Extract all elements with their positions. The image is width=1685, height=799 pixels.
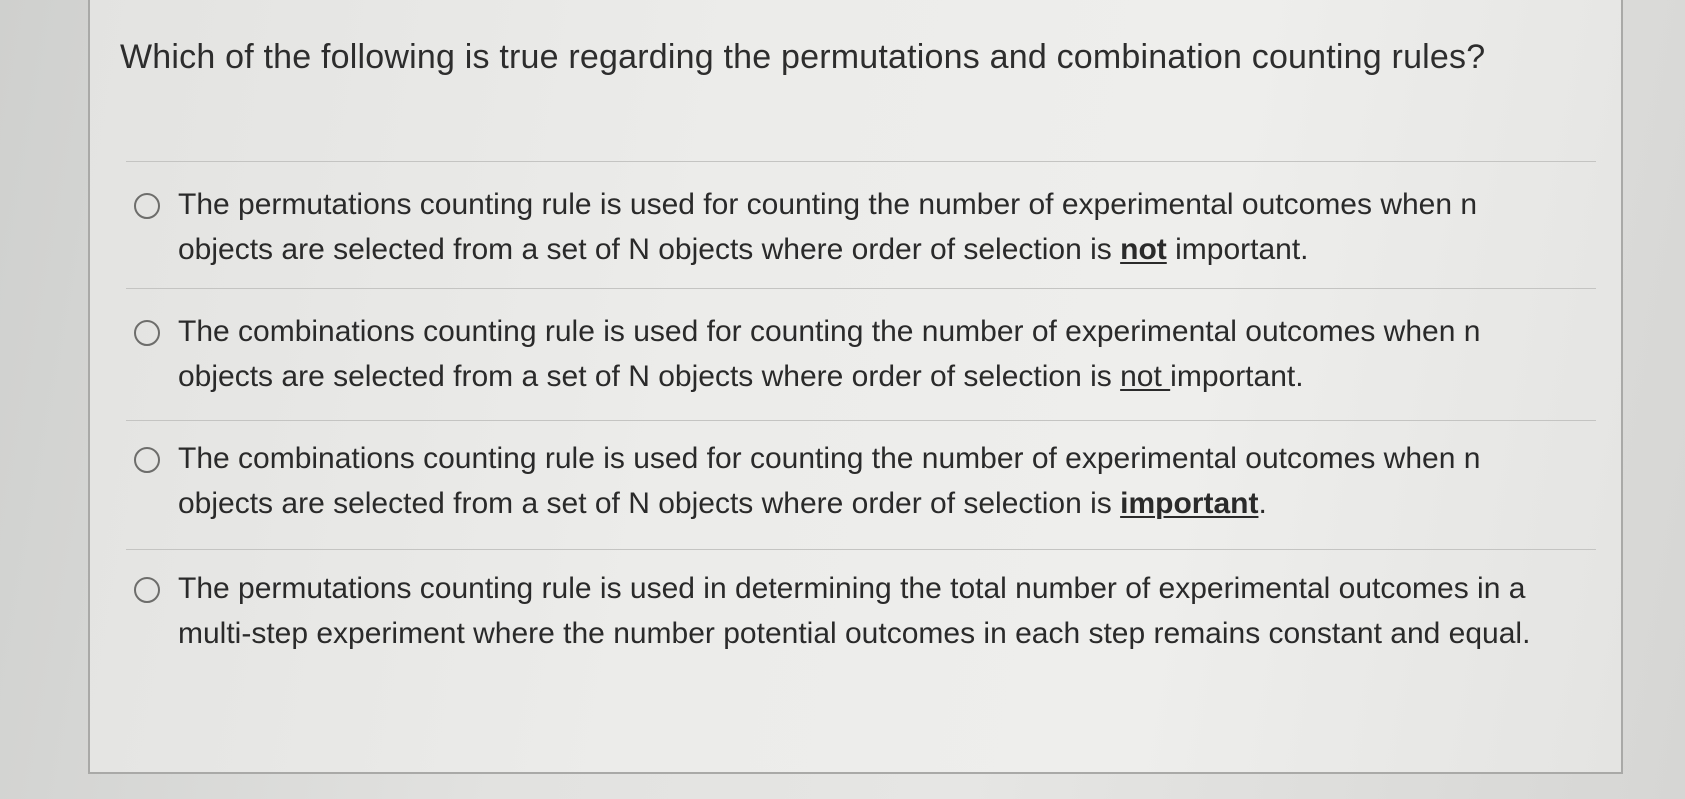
divider [126,161,1596,162]
answer-option-2-emphasis: not [1120,360,1171,393]
answer-option-2-text-b: important. [1170,360,1304,393]
divider [126,288,1596,289]
answer-option-1-text[interactable] [178,182,1574,272]
answer-option-2-text[interactable] [178,309,1574,399]
answer-option-3[interactable] [134,436,1574,526]
answer-option-2[interactable] [134,309,1574,399]
answer-option-3-text-b: . [1258,487,1267,520]
answer-option-1-text-b: important. [1166,233,1309,266]
divider [126,549,1596,550]
answer-option-2-text-a: The combinations counting rule is used for counting the number of experimental outcomes when n objects are selected from a set of N objects where order of selection is [178,315,1481,393]
question-text: Which of the following is true regarding the permutations and combination counting rules? [120,38,1486,76]
radio-button-1[interactable] [134,193,160,219]
answer-option-1-emphasis: not [1120,233,1167,266]
answer-option-4[interactable] [134,566,1574,656]
question-card [88,0,1623,774]
radio-button-4[interactable] [134,577,160,603]
divider [126,420,1596,421]
answer-option-3-text-a: The combinations counting rule is used for counting the number of experimental outcomes when n objects are selected from a set of N objects where order of selection is [178,442,1481,520]
answer-option-4-text-a: The permutations counting rule is used in determining the total number of experimental outcomes in a multi-step experiment where the number potential outcomes in each step remains constant and equal. [178,572,1531,650]
answer-option-3-emphasis: important [1120,487,1259,520]
answer-option-3-text[interactable] [178,436,1574,526]
radio-button-3[interactable] [134,447,160,473]
answer-option-1-text-a: The permutations counting rule is used for counting the number of experimental outcomes when n objects are selected from a set of N objects where order of selection is [178,188,1478,266]
answer-option-4-text[interactable] [178,566,1574,656]
radio-button-2[interactable] [134,320,160,346]
answer-option-1[interactable] [134,182,1574,272]
